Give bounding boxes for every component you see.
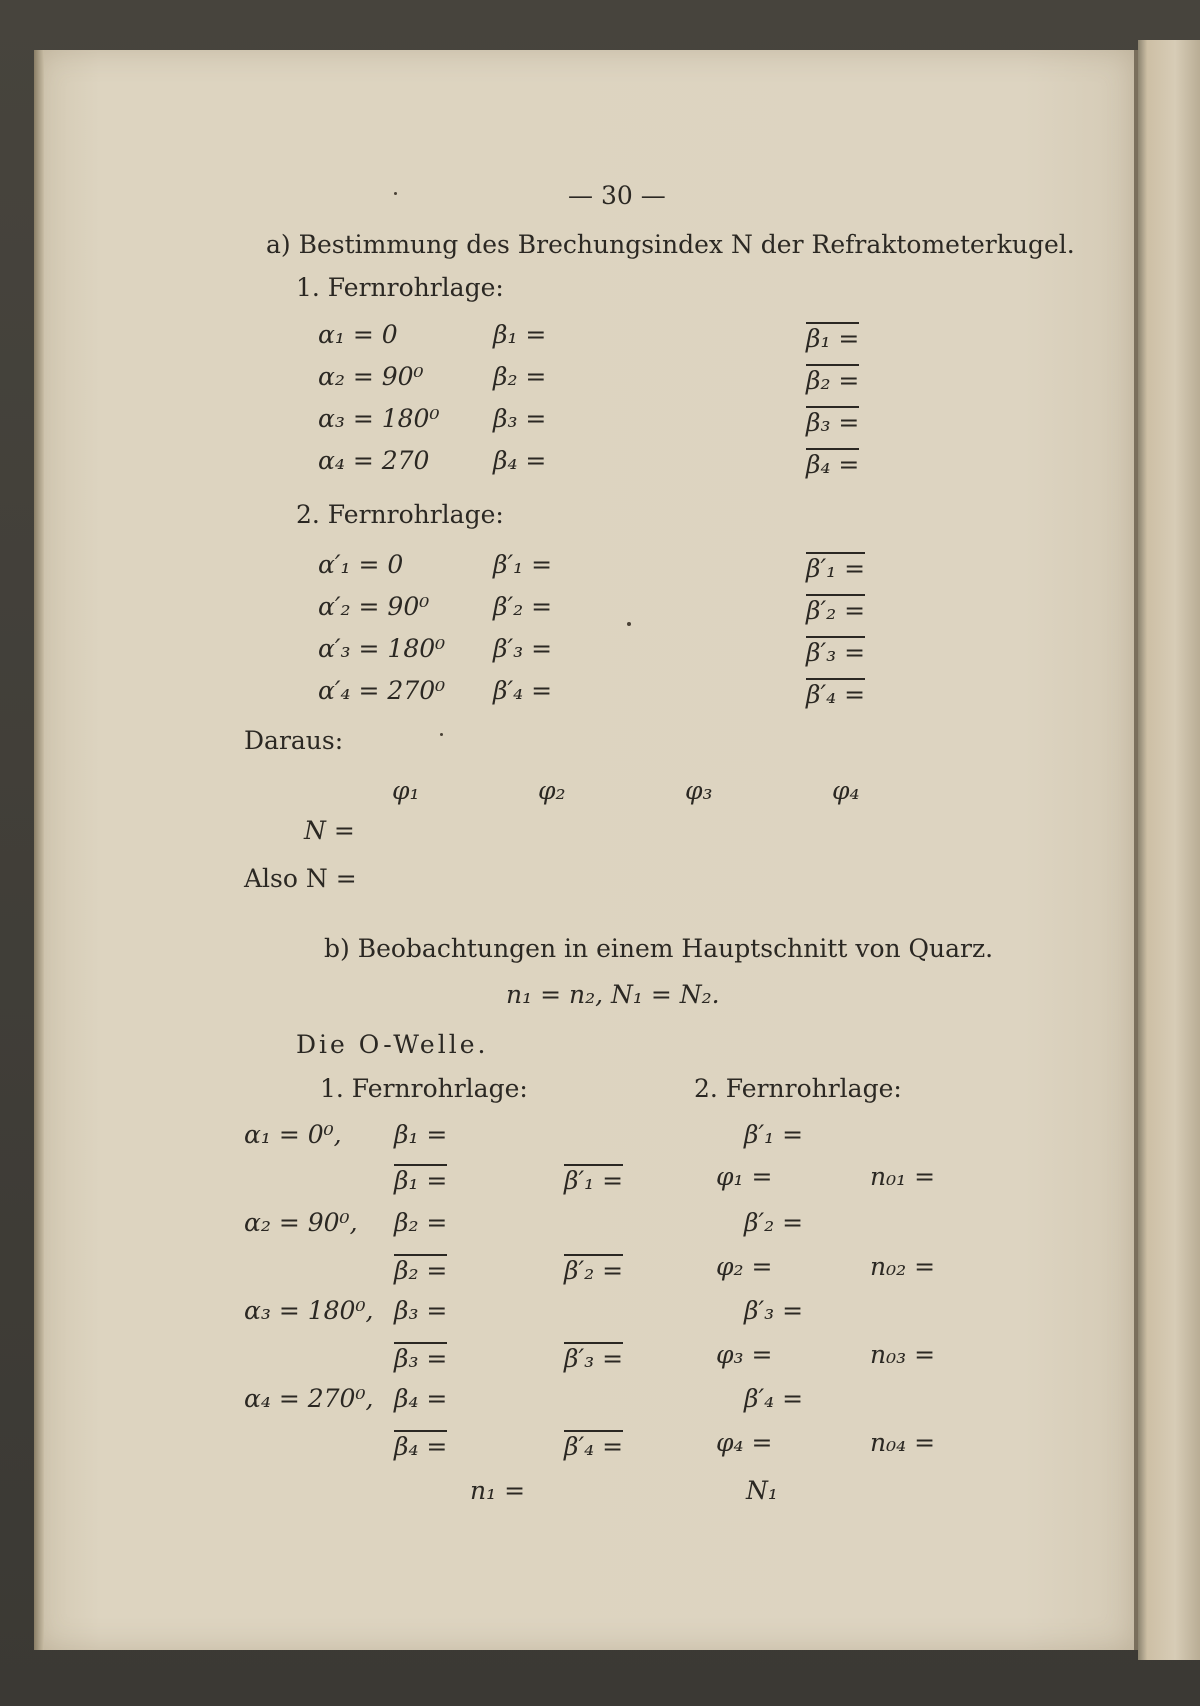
a2-beta-2: β′₂ = — [493, 592, 553, 621]
a2-betabar-3: β′₃ = — [806, 638, 866, 667]
b-no-1: n₀₁ = — [870, 1162, 936, 1191]
section-b-pos2-label: 2. Fernrohrlage: — [694, 1074, 902, 1103]
a-beta-2: β₂ = — [493, 362, 547, 391]
book-gutter — [34, 50, 44, 1650]
b-no-3: n₀₃ = — [870, 1340, 936, 1369]
b-alpha-2: α₂ = 90⁰, — [244, 1208, 358, 1237]
a2-betabar-1: β′₁ = — [806, 554, 866, 583]
a-phi-3: φ₃ — [685, 776, 713, 805]
b-beta-1: β₁ = — [394, 1120, 448, 1149]
a2-alpha-4: α′₄ = 270⁰ — [318, 676, 446, 705]
ink-speck — [394, 192, 397, 195]
a2-alpha-1: α′₁ = 0 — [318, 550, 404, 579]
a2-alpha-2: α′₂ = 90⁰ — [318, 592, 430, 621]
also-n-equation: Also N = — [244, 864, 357, 893]
b-phi-4: φ₄ = — [716, 1428, 773, 1457]
a-alpha-2: α₂ = 90⁰ — [318, 362, 424, 391]
o-wave-label: Die O-Welle. — [296, 1030, 489, 1059]
a-alpha-3: α₃ = 180⁰ — [318, 404, 440, 433]
ink-speck — [627, 622, 631, 626]
b-alpha-1: α₁ = 0⁰, — [244, 1120, 342, 1149]
a2-alpha-3: α′₃ = 180⁰ — [318, 634, 446, 663]
a2-betabar-4: β′₄ = — [806, 680, 866, 709]
b-no-2: n₀₂ = — [870, 1252, 936, 1281]
a2-betabar-2: β′₂ = — [806, 596, 866, 625]
b-phi-1: φ₁ = — [716, 1162, 773, 1191]
a-betabar-4: β₄ = — [806, 450, 860, 479]
b-betaprimebar-4: β′₄ = — [564, 1432, 624, 1461]
b-betaprime-2: β′₂ = — [744, 1208, 804, 1237]
a2-beta-4: β′₄ = — [493, 676, 553, 705]
a-phi-2: φ₂ — [538, 776, 566, 805]
b-beta-2: β₂ = — [394, 1208, 448, 1237]
b-betaprime-4: β′₄ = — [744, 1384, 804, 1413]
b-N1: N₁ — [746, 1476, 778, 1505]
b-alpha-4: α₄ = 270⁰, — [244, 1384, 374, 1413]
a-betabar-3: β₃ = — [806, 408, 860, 437]
section-b-pos1-label: 1. Fernrohrlage: — [320, 1074, 528, 1103]
book-page — [34, 50, 1134, 1650]
b-phi-3: φ₃ = — [716, 1340, 773, 1369]
b-betaprimebar-1: β′₁ = — [564, 1166, 624, 1195]
b-betaprime-3: β′₃ = — [744, 1296, 804, 1325]
n-equation: N = — [304, 816, 355, 845]
section-a-pos1-label: 1. Fernrohrlage: — [296, 273, 504, 302]
a2-beta-1: β′₁ = — [493, 550, 553, 579]
a-beta-3: β₃ = — [493, 404, 547, 433]
section-a-pos2-label: 2. Fernrohrlage: — [296, 500, 504, 529]
b-beta-4: β₄ = — [394, 1384, 448, 1413]
b-betaprime-1: β′₁ = — [744, 1120, 804, 1149]
a-beta-4: β₄ = — [493, 446, 547, 475]
a-betabar-1: β₁ = — [806, 324, 860, 353]
b-phi-2: φ₂ = — [716, 1252, 773, 1281]
section-a-heading: a) Bestimmung des Brechungsindex N der Refraktometerkugel. — [266, 230, 1075, 259]
b-beta-3: β₃ = — [394, 1296, 448, 1325]
b-betabar-2: β₂ = — [394, 1256, 448, 1285]
a-alpha-4: α₄ = 270 — [318, 446, 430, 475]
b-betaprimebar-3: β′₃ = — [564, 1344, 624, 1373]
ink-speck — [440, 733, 443, 736]
a-betabar-2: β₂ = — [806, 366, 860, 395]
a-alpha-1: α₁ = 0 — [318, 320, 398, 349]
page-number: — 30 — — [568, 181, 666, 210]
b-alpha-3: α₃ = 180⁰, — [244, 1296, 374, 1325]
b-betaprimebar-2: β′₂ = — [564, 1256, 624, 1285]
b-betabar-3: β₃ = — [394, 1344, 448, 1373]
daraus-label: Daraus: — [244, 726, 344, 755]
a-phi-1: φ₁ — [392, 776, 420, 805]
section-b-heading: b) Beobachtungen in einem Hauptschnitt von Quarz. — [324, 934, 994, 963]
b-no-4: n₀₄ = — [870, 1428, 936, 1457]
b-betabar-1: β₁ = — [394, 1166, 448, 1195]
a-beta-1: β₁ = — [493, 320, 547, 349]
next-page-edge — [1138, 40, 1200, 1660]
b-n1: n₁ = — [470, 1476, 526, 1505]
a2-beta-3: β′₃ = — [493, 634, 553, 663]
quartz-relation: n₁ = n₂, N₁ = N₂. — [506, 980, 720, 1009]
b-betabar-4: β₄ = — [394, 1432, 448, 1461]
a-phi-4: φ₄ — [832, 776, 860, 805]
